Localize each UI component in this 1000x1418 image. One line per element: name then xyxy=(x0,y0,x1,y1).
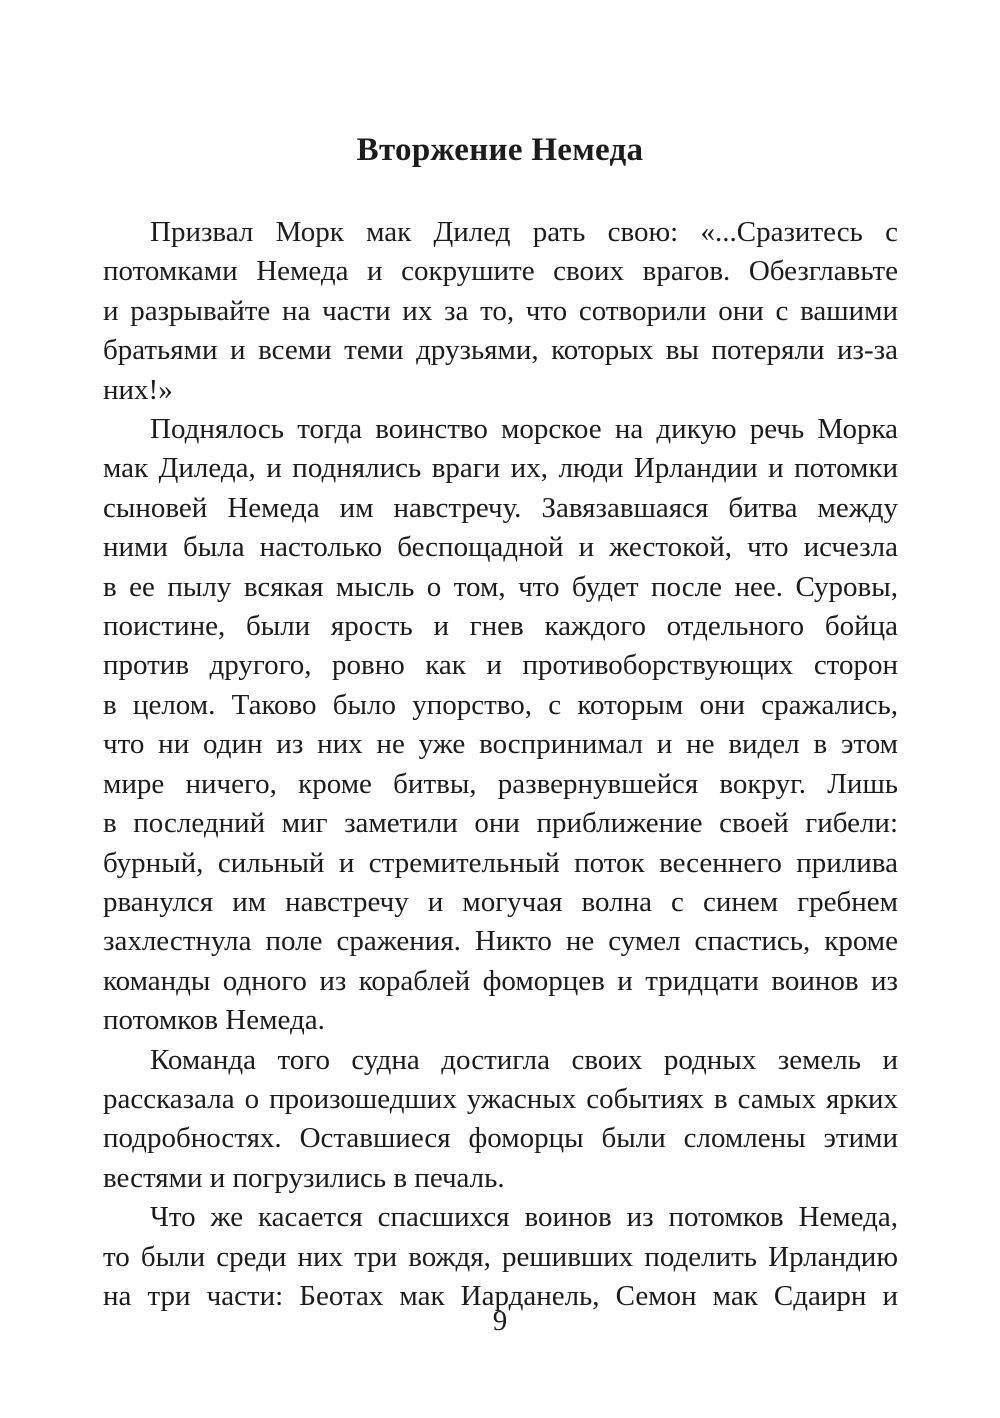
text-line: бурный, сильный и стремительный поток весеннего прилива xyxy=(103,846,898,879)
text-line: Призвал Морк мак Дилед рать свою: «...Сразитесь с xyxy=(150,216,898,248)
text-line: мак Диледа, и поднялись враги их, люди Ирландии и потомки xyxy=(103,452,898,485)
body-text xyxy=(103,213,898,1316)
text-line: потомков Немеда. xyxy=(103,1004,325,1037)
text-line: рассказала о произошедших ужасных событиях в самых ярких xyxy=(103,1082,898,1115)
text-line: вестями и погрузились в печаль. xyxy=(103,1161,505,1194)
text-line: мире ничего, кроме битвы, развернувшейся вокруг. Лишь xyxy=(103,767,898,800)
paragraph-2 xyxy=(103,410,898,1041)
text-line: в ее пылу всякая мысль о том, что будет после нее. Суровы, xyxy=(103,570,898,603)
text-line: в последний миг заметили они приближение своей гибели: xyxy=(103,807,898,840)
paragraph-3 xyxy=(103,1041,898,1199)
text-line: поистине, были ярость и гнев каждого отдельного бойца xyxy=(103,610,898,643)
text-line: подробностях. Оставшиеся фоморцы были сломлены этими xyxy=(103,1122,898,1155)
text-line: рванулся им навстречу и могучая волна с синем гребнем xyxy=(103,885,898,918)
text-line: на три части: Беотах мак Иарданель, Семон мак Сдаирн и xyxy=(103,1279,898,1312)
text-line: в целом. Таково было упорство, с которым они сражались, xyxy=(103,688,898,721)
paragraph-1 xyxy=(103,213,898,410)
page-number: 9 xyxy=(492,1305,508,1337)
text-line: то были среди них три вождя, решивших поделить Ирландию xyxy=(103,1240,898,1273)
text-line: Команда того судна достигла своих родных земель и xyxy=(150,1043,898,1076)
text-line: что ни один из них не уже воспринимал и не видел в этом xyxy=(103,728,898,761)
text-line: команды одного из кораблей фоморцев и тридцати воинов из xyxy=(103,964,898,997)
text-line: Что же касается спасшихся воинов из потомков Немеда, xyxy=(150,1201,898,1234)
text-line: сыновей Немеда им навстречу. Завязавшаяся битва между xyxy=(103,491,898,524)
text-line: братьями и всеми теми друзьями, которых вы потеряли из-за xyxy=(103,334,898,367)
text-line: них!» xyxy=(103,373,173,406)
text-line: потомками Немеда и сокрушите своих врагов. Обезглавьте xyxy=(103,255,898,288)
text-line: захлестнула поле сражения. Никто не сумел спастись, кроме xyxy=(103,925,898,958)
text-line: против другого, ровно как и противоборствующих сторон xyxy=(103,649,898,682)
paragraph-4 xyxy=(103,1198,898,1316)
text-line: ними была настолько беспощадной и жестокой, что исчезла xyxy=(103,531,898,564)
text-line: и разрывайте на части их за то, что сотворили они с вашими xyxy=(103,294,898,327)
chapter-title: Вторжение Немеда xyxy=(356,132,644,168)
text-line: Поднялось тогда воинство морское на дикую речь Морка xyxy=(150,413,898,446)
